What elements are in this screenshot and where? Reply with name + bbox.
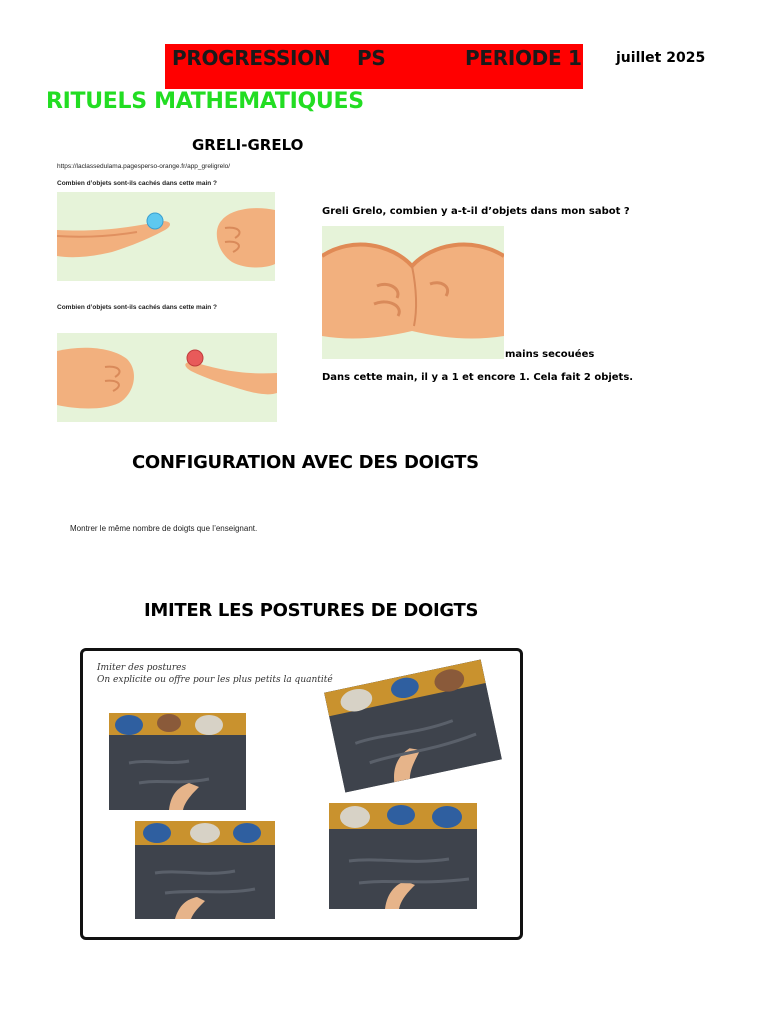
header-date: juillet 2025 — [616, 50, 706, 66]
ball-icon — [147, 213, 163, 229]
mains-caption: mains secouées — [505, 349, 595, 360]
photo-children-hands-4 — [329, 803, 477, 909]
poster-line-2: On explicite ou offre pour les plus petits la quantité — [97, 675, 333, 685]
photo-children-hands-3 — [135, 821, 275, 919]
section-title: RITUELS MATHEMATIQUES — [46, 89, 364, 114]
photo-children-hands-1 — [109, 713, 246, 810]
greli-conclusion: Dans cette main, il y a 1 et encore 1. Cela fait 2 objets. — [322, 372, 634, 383]
hands-shaken-illustration — [322, 226, 504, 359]
sabot-question: Greli Grelo, combien y a-t-il d’objets dans mon sabot ? — [322, 206, 630, 217]
poster-line-1: Imiter des postures — [97, 663, 187, 673]
config-instruction: Montrer le même nombre de doigts que l’enseignant. — [70, 524, 258, 533]
title-progression: PROGRESSION — [172, 46, 331, 70]
hands-illustration-2 — [57, 333, 277, 422]
greli-question-2: Combien d’objets sont-ils cachés dans cette main ? — [57, 304, 218, 311]
greli-question-1: Combien d’objets sont-ils cachés dans cette main ? — [57, 180, 218, 187]
config-heading: CONFIGURATION AVEC DES DOIGTS — [132, 452, 479, 473]
photo-children-hands-2 — [324, 659, 502, 792]
title-periode: PERIODE 1 — [465, 46, 582, 70]
hands-illustration-1 — [57, 192, 275, 281]
title-ps: PS — [357, 46, 386, 70]
ball-icon — [187, 350, 203, 366]
postures-poster — [80, 648, 523, 940]
greli-url[interactable]: https://laclassedulama.pagesperso-orange.fr/app_greligrelo/ — [57, 163, 231, 170]
imiter-heading: IMITER LES POSTURES DE DOIGTS — [144, 600, 479, 621]
header-banner — [165, 44, 583, 89]
greli-heading: GRELI-GRELO — [192, 136, 304, 154]
